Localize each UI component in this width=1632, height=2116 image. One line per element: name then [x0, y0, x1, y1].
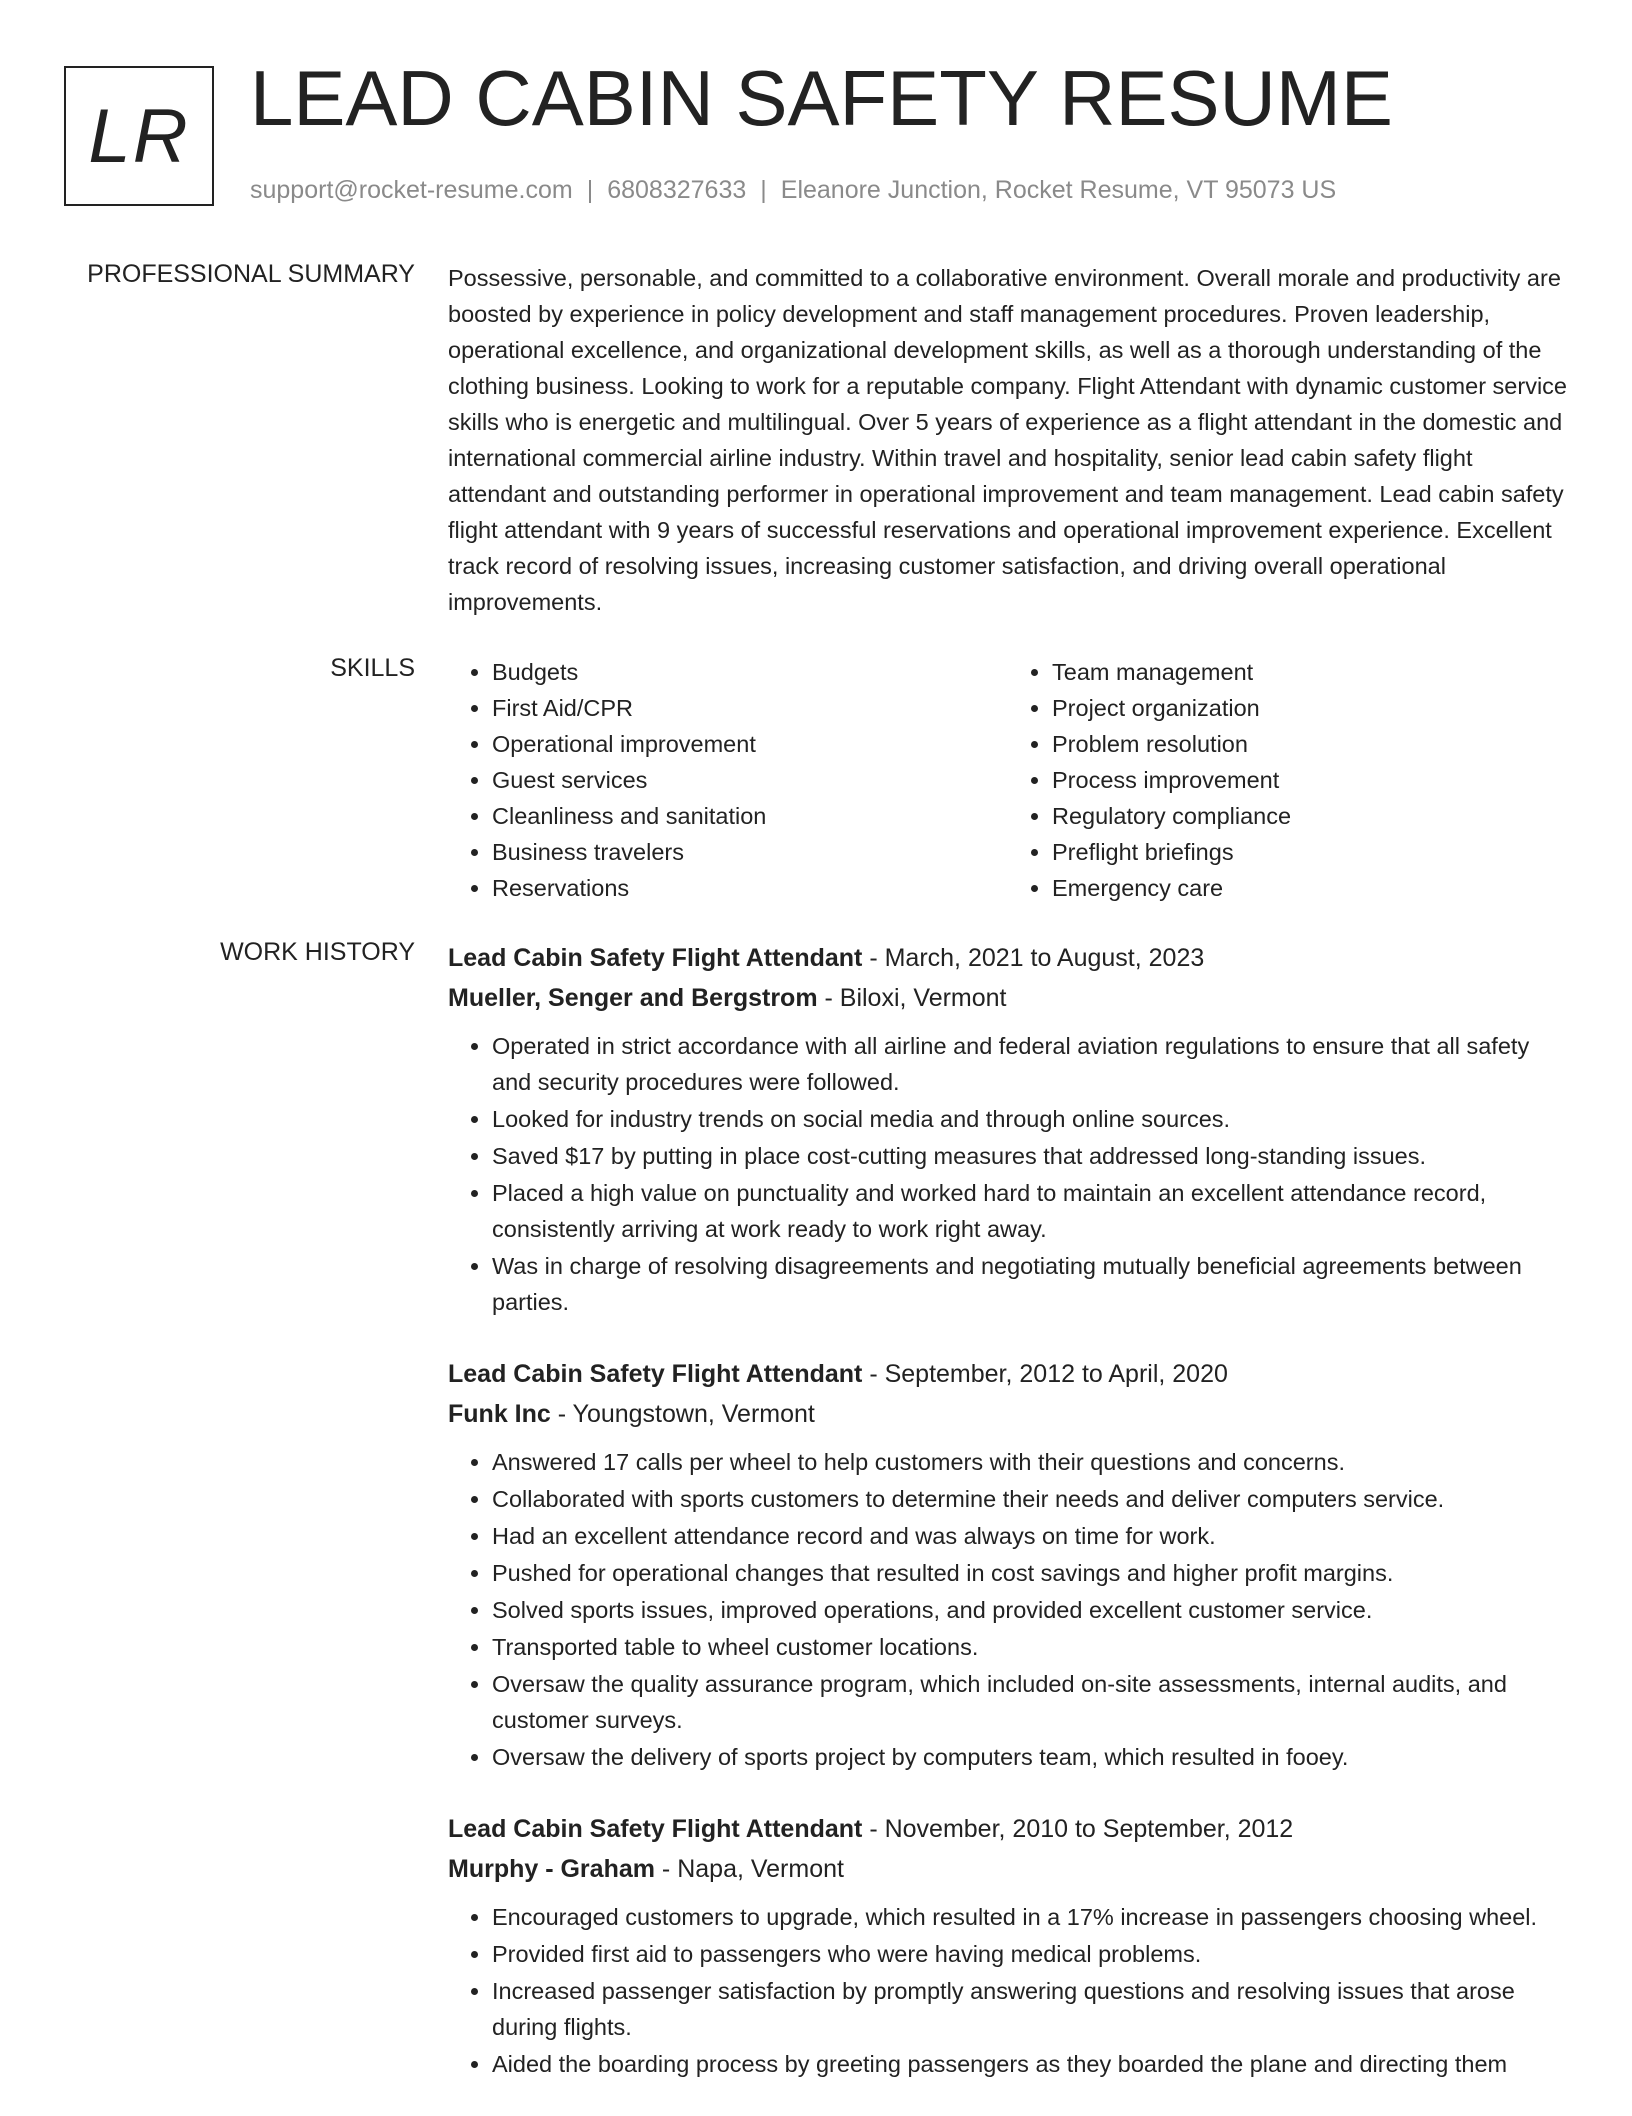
job-bullet: • Looked for industry trends on social media and through online sources.: [492, 1101, 1568, 1137]
job-bullet: • Saved $17 by putting in place cost-cutting measures that addressed long-standing issues.: [492, 1138, 1568, 1174]
job-role: Lead Cabin Safety Flight Attendant: [448, 1815, 863, 1843]
resume-title: LEAD CABIN SAFETY RESUME: [250, 54, 1393, 142]
job-bullet: • Solved sports issues, improved operations, and provided excellent customer service.: [492, 1592, 1568, 1628]
job-bullet: • Increased passenger satisfaction by promptly answering questions and resolving issues that arose during flights.: [492, 1973, 1568, 2045]
skills-column-left: [448, 654, 1008, 906]
job-bullet: • Provided first aid to passengers who were having medical problems.: [492, 1936, 1568, 1972]
job-location: - Napa, Vermont: [654, 1855, 844, 1883]
skill-item: • Project organization: [1052, 690, 1568, 726]
job-bullet: • Collaborated with sports customers to determine their needs and deliver computers service.: [492, 1481, 1568, 1517]
job-title-line: [448, 1354, 1568, 1394]
contact-separator: |: [760, 176, 767, 204]
job-entry: [448, 1809, 1568, 2082]
contact-phone[interactable]: 6808327633: [607, 176, 747, 204]
skills-body: [448, 654, 1568, 906]
job-title-line: [448, 1809, 1568, 1849]
skills-column-right: [1008, 654, 1568, 906]
job-company-line: [448, 978, 1568, 1018]
skill-item: • Guest services: [492, 762, 1008, 798]
job-bullet: • Operated in strict accordance with all airline and federal aviation regulations to ensure that all safety and security procedures were followed.: [492, 1028, 1568, 1100]
summary-body: [448, 260, 1568, 620]
skill-item: • Process improvement: [1052, 762, 1568, 798]
summary-heading: PROFESSIONAL SUMMARY: [87, 260, 415, 288]
job-bullet: • Oversaw the delivery of sports project by computers team, which resulted in fooey.: [492, 1739, 1568, 1775]
job-bullet: • Placed a high value on punctuality and worked hard to maintain an excellent attendance record, consistently arriving at work ready to work right away.: [492, 1175, 1568, 1247]
skill-item: • Operational improvement: [492, 726, 1008, 762]
skill-item: • Budgets: [492, 654, 1008, 690]
skills-grid: [448, 654, 1568, 906]
job-entry: [448, 1354, 1568, 1775]
job-bullet-list: [448, 1899, 1568, 2082]
job-bullet-list: [448, 1028, 1568, 1320]
job-company-line: [448, 1849, 1568, 1889]
skill-item: • Regulatory compliance: [1052, 798, 1568, 834]
job-dates: - March, 2021 to August, 2023: [862, 944, 1205, 972]
skill-item: • Emergency care: [1052, 870, 1568, 906]
contact-email[interactable]: support@rocket-resume.com: [250, 176, 573, 204]
job-bullet-list: [448, 1444, 1568, 1775]
job-company: Mueller, Senger and Bergstrom: [448, 984, 818, 1012]
monogram-initials: LR: [88, 93, 190, 179]
job-bullet: • Oversaw the quality assurance program, which included on-site assessments, internal audits, and customer surveys.: [492, 1666, 1568, 1738]
job-company: Funk Inc: [448, 1400, 551, 1428]
job-bullet: • Answered 17 calls per wheel to help customers with their questions and concerns.: [492, 1444, 1568, 1480]
job-role: Lead Cabin Safety Flight Attendant: [448, 944, 863, 972]
skill-item: • Problem resolution: [1052, 726, 1568, 762]
work-history-heading: WORK HISTORY: [220, 938, 415, 966]
job-bullet: • Aided the boarding process by greeting passengers as they boarded the plane and directing them: [492, 2046, 1568, 2082]
skill-item: • Preflight briefings: [1052, 834, 1568, 870]
job-bullet: • Was in charge of resolving disagreements and negotiating mutually beneficial agreements between parties.: [492, 1248, 1568, 1320]
work-history-body: [448, 938, 1568, 2116]
monogram-logo: [64, 66, 214, 206]
job-entry: [448, 938, 1568, 1320]
job-title-line: [448, 938, 1568, 978]
job-location: - Youngstown, Vermont: [550, 1400, 815, 1428]
summary-text: Possessive, personable, and committed to a collaborative environment. Overall morale and productivity are boosted by experience in policy development and staff management procedures. Proven leadership, operational excellence, and organizational development skills, as well as a thorough understanding of the clothing business. Looking to work for a reputable company. Flight Attendant with dynamic customer service skills who is energetic and multilingual. Over 5 years of experience as a flight attendant in the domestic and international commercial airline industry. Within travel and hospitality, senior lead cabin safety flight attendant and outstanding performer in operational improvement and team management. Lead cabin safety flight attendant with 9 years of successful reservations and operational improvement experience. Excellent track record of resolving issues, increasing customer satisfaction, and driving overall operational improvements.: [448, 265, 1567, 615]
job-dates: - November, 2010 to September, 2012: [862, 1815, 1294, 1843]
job-company-line: [448, 1394, 1568, 1434]
job-bullet: • Transported table to wheel customer locations.: [492, 1629, 1568, 1665]
skills-heading: SKILLS: [330, 654, 415, 682]
contact-separator: |: [586, 176, 594, 204]
job-role: Lead Cabin Safety Flight Attendant: [448, 1360, 863, 1388]
skill-item: • Team management: [1052, 654, 1568, 690]
job-bullet: • Pushed for operational changes that resulted in cost savings and higher profit margins.: [492, 1555, 1568, 1591]
job-bullet: • Encouraged customers to upgrade, which resulted in a 17% increase in passengers choosing wheel.: [492, 1899, 1568, 1935]
job-company: Murphy - Graham: [448, 1855, 655, 1883]
job-bullet: • Had an excellent attendance record and was always on time for work.: [492, 1518, 1568, 1554]
skill-item: • Business travelers: [492, 834, 1008, 870]
job-location: - Biloxi, Vermont: [817, 984, 1007, 1012]
skill-item: • First Aid/CPR: [492, 690, 1008, 726]
skill-item: • Reservations: [492, 870, 1008, 906]
contact-address: Eleanore Junction, Rocket Resume, VT 95073 US: [780, 176, 1337, 204]
contact-line: [250, 176, 1336, 205]
job-dates: - September, 2012 to April, 2020: [862, 1360, 1228, 1388]
skill-item: • Cleanliness and sanitation: [492, 798, 1008, 834]
